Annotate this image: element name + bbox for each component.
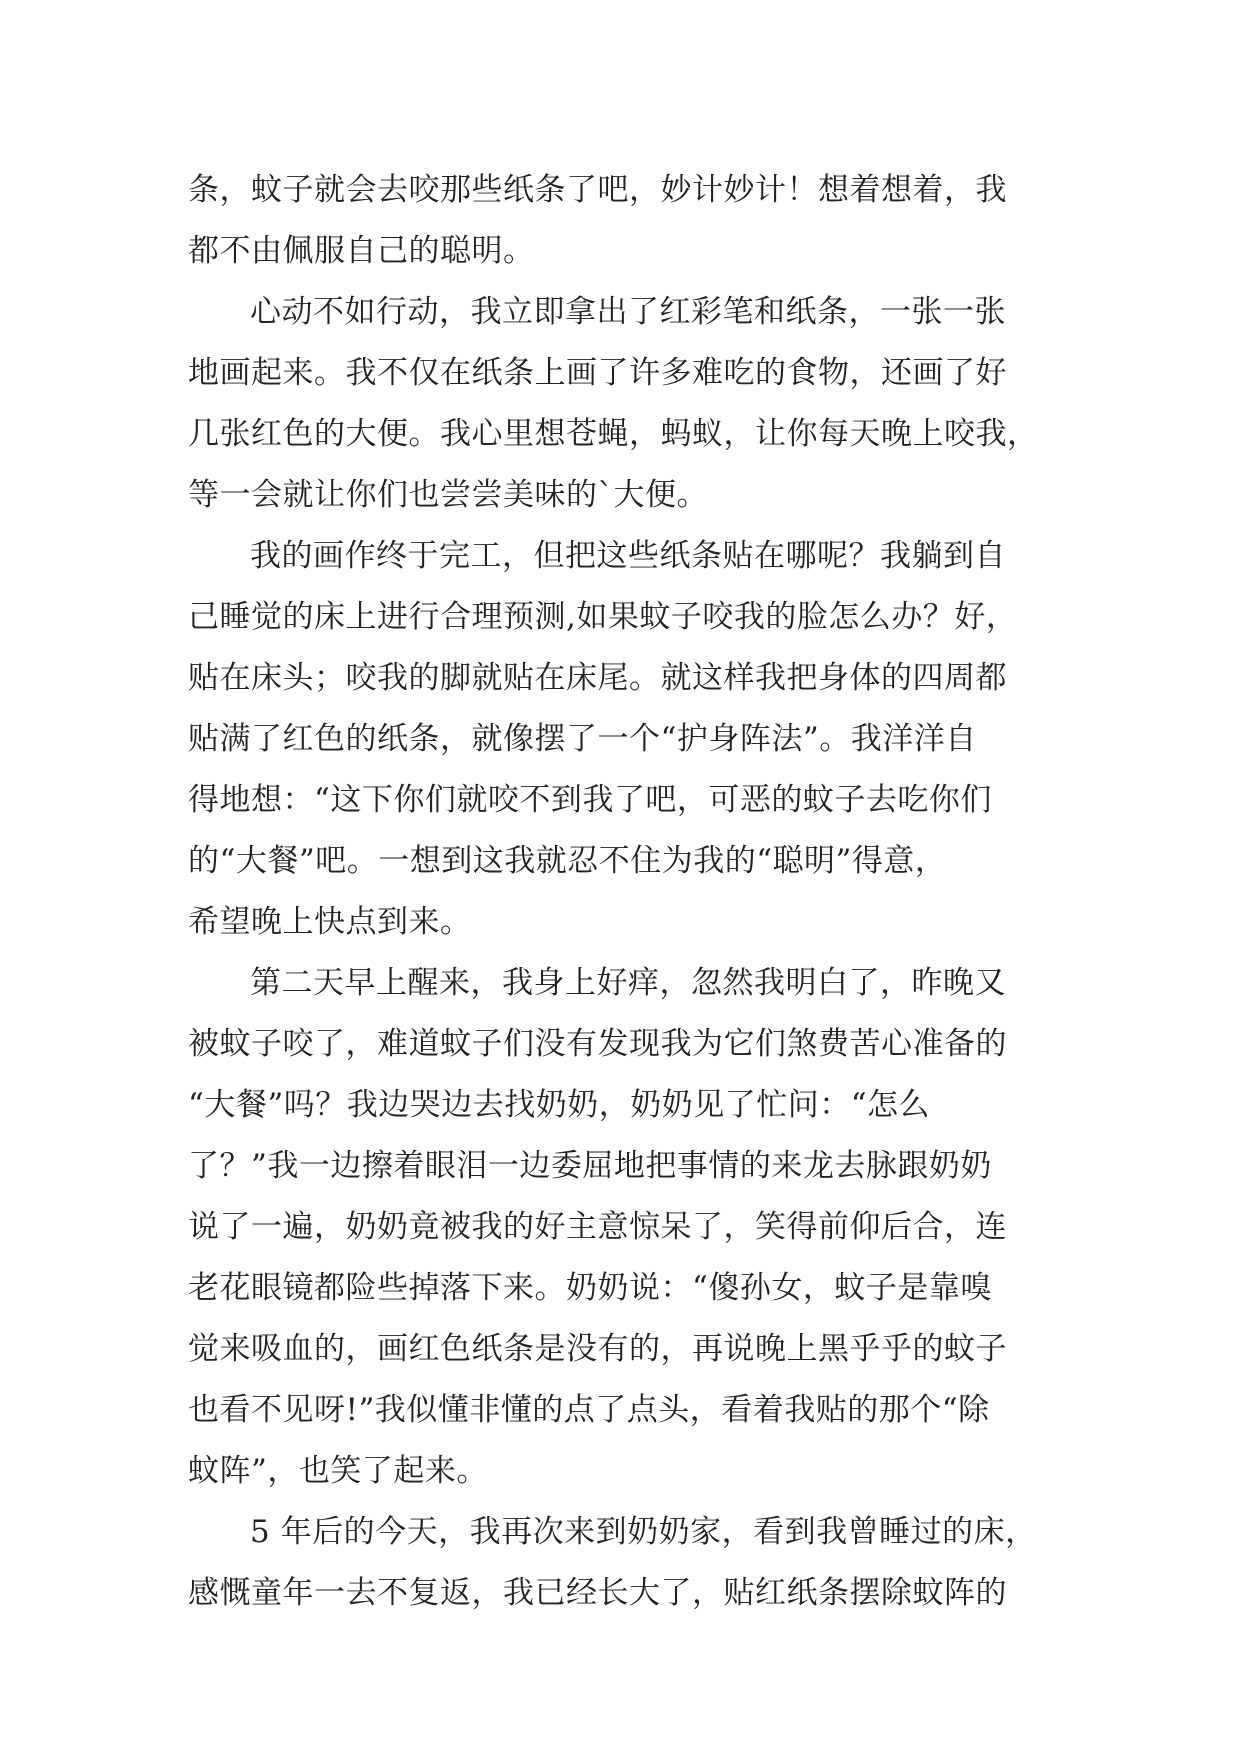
text-line: 都不由佩服自己的聪明。 [188,233,535,269]
text-line: 条，蚊子就会去咬那些纸条了吧，妙计妙计！想着想着，我 [188,172,1007,208]
text-line: 的“大餐”吧。一想到这我就忍不住为我的“聪明”得意， [188,843,947,879]
text-line: 也看不见呀!”我似懂非懂的点了点头，看着我贴的那个“除 [188,1392,990,1428]
text-line: 己睡觉的床上进行合理预测,如果蚊子咬我的脸怎么办？好， [188,599,1018,635]
paragraph-start-line: 我的画作终于完工，但把这些纸条贴在哪呢？我躺到自 [250,538,1006,574]
text-line: 地画起来。我不仅在纸条上画了许多难吃的食物，还画了好 [188,355,1007,391]
text-line: 被蚊子咬了，难道蚊子们没有发现我为它们煞费苦心准备的 [188,1026,1007,1062]
text-line: 了？”我一边擦着眼泪一边委屈地把事情的来龙去脉跟奶奶 [188,1148,992,1184]
text-line: 几张红色的大便。我心里想苍蝇，蚂蚁，让你每天晚上咬我， [188,416,1039,452]
text-line: 贴满了红色的纸条，就像摆了一个“护身阵法”。我洋洋自 [188,721,977,757]
text-line: 觉来吸血的，画红色纸条是没有的，再说晚上黑乎乎的蚊子 [188,1331,1007,1367]
text-line: 感慨童年一去不复返，我已经长大了，贴红纸条摆除蚊阵的 [188,1575,1007,1611]
paragraph-start-line: 5 年后的今天，我再次来到奶奶家，看到我曾睡过的床， [250,1514,1037,1550]
paragraph-start-line: 心动不如行动，我立即拿出了红彩笔和纸条，一张一张 [250,294,1006,330]
text-line: “大餐”吗？我边哭边去找奶奶，奶奶见了忙问：“怎么 [188,1087,931,1123]
text-line: 蚊阵”，也笑了起来。 [188,1453,488,1489]
body-text [188,160,1058,1624]
paragraph-start-line: 第二天早上醒来，我身上好痒，忽然我明白了，昨晚又 [250,965,1006,1001]
text-line: 得地想：“这下你们就咬不到我了吧，可恶的蚊子去吃你们 [188,782,992,818]
text-line: 说了一遍，奶奶竟被我的好主意惊呆了，笑得前仰后合，连 [188,1209,1007,1245]
text-line: 希望晚上快点到来。 [188,904,472,940]
text-line: 老花眼镜都险些掉落下来。奶奶说：“傻孙女，蚊子是靠嗅 [188,1270,992,1306]
text-line: 等一会就让你们也尝尝美味的`大便。 [188,477,708,513]
text-line: 贴在床头；咬我的脚就贴在床尾。就这样我把身体的四周都 [188,660,1007,696]
